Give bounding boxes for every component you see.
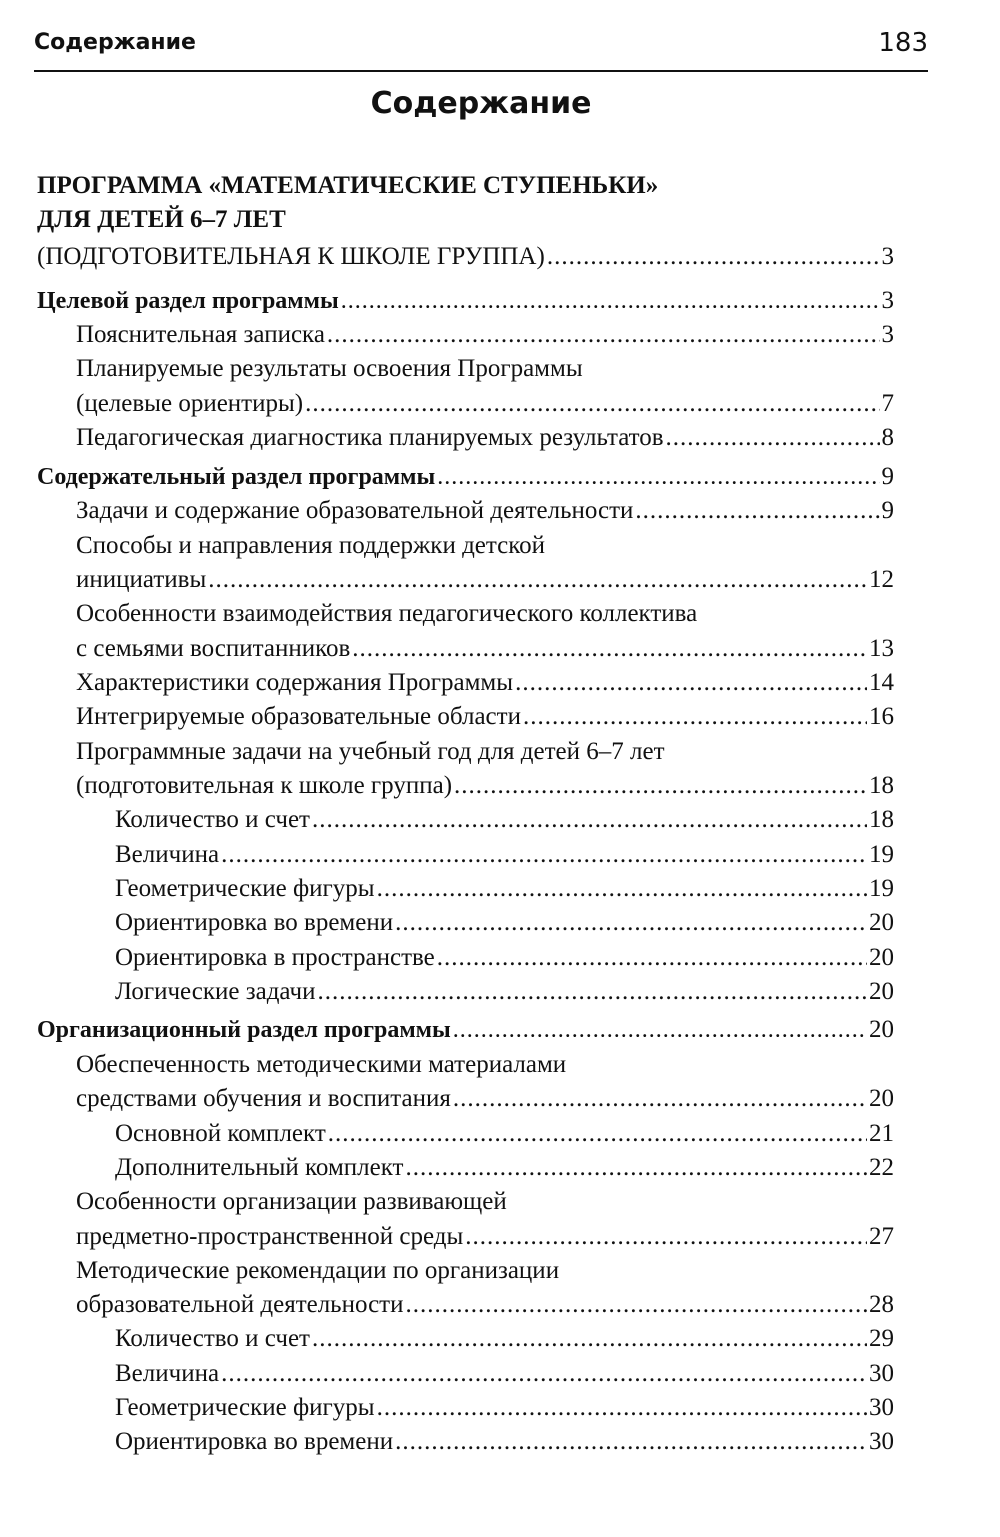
- toc-entry-text: Ориентировка в пространстве: [115, 944, 435, 971]
- toc-page-number: 20: [869, 1085, 894, 1112]
- leader-dots: [312, 1322, 867, 1356]
- leader-dots: [317, 975, 867, 1009]
- toc-entry[interactable]: [115, 872, 894, 906]
- toc-page-number: 20: [869, 1016, 894, 1043]
- leader-dots: [395, 906, 867, 940]
- toc-entry-continued[interactable]: [76, 735, 665, 769]
- toc-entry-text: Величина: [115, 1360, 220, 1387]
- toc-entry-text: Количество и счет: [115, 806, 310, 833]
- toc-page-number: 20: [869, 978, 894, 1005]
- toc-entry[interactable]: [115, 838, 894, 872]
- toc-entry-text: Пояснительная записка: [76, 321, 325, 348]
- page-title: Содержание: [370, 86, 592, 121]
- toc-entry-text: Программные задачи на учебный год для детей 6–7 лет: [76, 738, 665, 765]
- toc-entry[interactable]: [76, 666, 894, 700]
- toc-entry-text: Количество и счет: [115, 1325, 310, 1352]
- toc-entry[interactable]: [76, 387, 894, 421]
- toc-entry-text: образовательной деятельности: [76, 1291, 404, 1318]
- leader-dots: [327, 318, 880, 352]
- toc-page-number: 12: [869, 566, 894, 593]
- toc-entry-text: Особенности организации развивающей: [76, 1188, 507, 1215]
- toc-entry-text: Ориентировка во времени: [115, 1428, 394, 1455]
- toc-page-number: 3: [881, 321, 894, 348]
- toc-entry[interactable]: [115, 975, 894, 1009]
- toc-entry-program[interactable]: [37, 240, 894, 274]
- toc-entry-text: Геометрические фигуры: [115, 1394, 375, 1421]
- leader-dots: [341, 284, 880, 318]
- toc-page-number: 28: [869, 1291, 894, 1318]
- toc-entry[interactable]: [37, 1013, 894, 1047]
- toc-entry-continued[interactable]: [76, 352, 583, 386]
- toc-entry-text: Характеристики содержания Программы: [76, 669, 514, 696]
- toc-page-number: 30: [869, 1428, 894, 1455]
- leader-dots: [453, 1013, 867, 1047]
- running-title: Содержание: [34, 30, 196, 55]
- toc-entry-continued[interactable]: [76, 597, 697, 631]
- leader-dots: [523, 700, 867, 734]
- toc-entry[interactable]: [76, 632, 894, 666]
- toc-entry[interactable]: [76, 700, 894, 734]
- toc-entry[interactable]: [115, 1357, 894, 1391]
- leader-dots: [437, 460, 879, 494]
- toc-entry[interactable]: [76, 421, 894, 455]
- toc-page-number: 18: [869, 772, 894, 799]
- running-header: [34, 26, 928, 72]
- toc-page-number: 20: [869, 944, 894, 971]
- leader-dots: [312, 803, 867, 837]
- toc-entry-text: Способы и направления поддержки детской: [76, 532, 545, 559]
- toc-entry-text: Методические рекомендации по организации: [76, 1257, 560, 1284]
- toc-page-number: 9: [881, 463, 894, 490]
- toc-entry-text: Особенности взаимодействия педагогического коллектива: [76, 600, 698, 627]
- toc-entry[interactable]: [76, 494, 894, 528]
- leader-dots: [208, 563, 867, 597]
- toc-entry[interactable]: [115, 1391, 894, 1425]
- toc-page-number: 21: [869, 1120, 894, 1147]
- leader-dots: [453, 1082, 867, 1116]
- toc-entry-continued[interactable]: [76, 1185, 507, 1219]
- leader-dots: [352, 632, 867, 666]
- toc-entry[interactable]: [115, 1425, 894, 1459]
- program-title-line-2: ДЛЯ ДЕТЕЙ 6–7 ЛЕТ: [37, 206, 286, 233]
- toc-page-number: 3: [881, 243, 894, 270]
- toc-entry-continued[interactable]: [76, 529, 545, 563]
- toc-page-number: 19: [869, 875, 894, 902]
- toc-page-number: 13: [869, 635, 894, 662]
- toc-page-number: 27: [869, 1223, 894, 1250]
- page-number: 183: [878, 28, 928, 58]
- leader-dots: [221, 838, 867, 872]
- toc-entry-text: с семьями воспитанников: [76, 635, 351, 662]
- leader-dots: [305, 387, 879, 421]
- toc-entry-text: (целевые ориентиры): [76, 390, 304, 417]
- leader-dots: [377, 872, 867, 906]
- toc-entry-text: (ПОДГОТОВИТЕЛЬНАЯ К ШКОЛЕ ГРУППА): [37, 243, 545, 270]
- toc-page-number: 18: [869, 806, 894, 833]
- toc-entry-text: средствами обучения и воспитания: [76, 1085, 451, 1112]
- toc-entry-text: Логические задачи: [115, 978, 316, 1005]
- toc-page-number: 8: [881, 424, 894, 451]
- toc-entry[interactable]: [76, 1220, 894, 1254]
- toc-entry-text: Задачи и содержание образовательной деятельности: [76, 497, 634, 524]
- toc-entry-text: Величина: [115, 841, 220, 868]
- toc-entry[interactable]: [76, 1082, 894, 1116]
- leader-dots: [377, 1391, 867, 1425]
- toc-entry-text: (подготовительная к школе группа): [76, 772, 453, 799]
- toc-entry[interactable]: [76, 318, 894, 352]
- toc-entry[interactable]: [115, 1151, 894, 1185]
- toc-entry-text: Ориентировка во времени: [115, 909, 394, 936]
- leader-dots: [395, 1425, 867, 1459]
- toc-entry-text: предметно-пространственной среды: [76, 1223, 464, 1250]
- toc-page-number: 19: [869, 841, 894, 868]
- toc-entry-text: Содержательный раздел программы: [37, 464, 436, 490]
- toc-entry-text: инициативы: [76, 566, 207, 593]
- toc-entry[interactable]: [115, 906, 894, 940]
- toc-page-number: 30: [869, 1394, 894, 1421]
- leader-dots: [515, 666, 867, 700]
- toc-entry-text: Геометрические фигуры: [115, 875, 375, 902]
- leader-dots: [406, 1288, 868, 1322]
- leader-dots: [328, 1117, 867, 1151]
- toc-page-number: 7: [881, 390, 894, 417]
- toc-entry-text: Планируемые результаты освоения Программы: [76, 355, 583, 382]
- toc-entry-text: Целевой раздел программы: [37, 288, 339, 314]
- toc-entry-text: Организационный раздел программы: [37, 1017, 451, 1043]
- toc-page-number: 20: [869, 909, 894, 936]
- toc-entry[interactable]: [115, 941, 894, 975]
- toc-page-number: 16: [869, 703, 894, 730]
- leader-dots: [454, 769, 867, 803]
- program-title-line-1: ПРОГРАММА «МАТЕМАТИЧЕСКИЕ СТУПЕНЬКИ»: [37, 172, 659, 199]
- toc-entry[interactable]: [115, 803, 894, 837]
- toc-entry-text: Обеспеченность методическими материалами: [76, 1051, 567, 1078]
- toc-page-number: 3: [881, 287, 894, 314]
- leader-dots: [547, 240, 880, 274]
- toc-page-number: 30: [869, 1360, 894, 1387]
- leader-dots: [465, 1220, 867, 1254]
- toc-page-number: 14: [869, 669, 894, 696]
- toc-page-number: 29: [869, 1325, 894, 1352]
- toc-entry[interactable]: [37, 284, 894, 318]
- toc-entry[interactable]: [115, 1117, 894, 1151]
- toc-entry[interactable]: [76, 1288, 894, 1322]
- leader-dots: [405, 1151, 867, 1185]
- toc-entry[interactable]: [76, 563, 894, 597]
- toc-entry-text: Дополнительный комплект: [115, 1154, 404, 1181]
- toc-entry-continued[interactable]: [76, 1254, 559, 1288]
- toc-entry[interactable]: [76, 769, 894, 803]
- toc-page-number: 9: [881, 497, 894, 524]
- leader-dots: [437, 941, 867, 975]
- toc-entry-text: Педагогическая диагностика планируемых результатов: [76, 424, 664, 451]
- toc-entry[interactable]: [37, 460, 894, 494]
- toc-entry-text: Интегрируемые образовательные области: [76, 703, 521, 730]
- toc-entry-text: Основной комплект: [115, 1120, 326, 1147]
- leader-dots: [666, 421, 880, 455]
- toc-page-number: 22: [869, 1154, 894, 1181]
- leader-dots: [221, 1357, 867, 1391]
- toc-entry-continued[interactable]: [76, 1048, 566, 1082]
- toc-entry[interactable]: [115, 1322, 894, 1356]
- leader-dots: [635, 494, 879, 528]
